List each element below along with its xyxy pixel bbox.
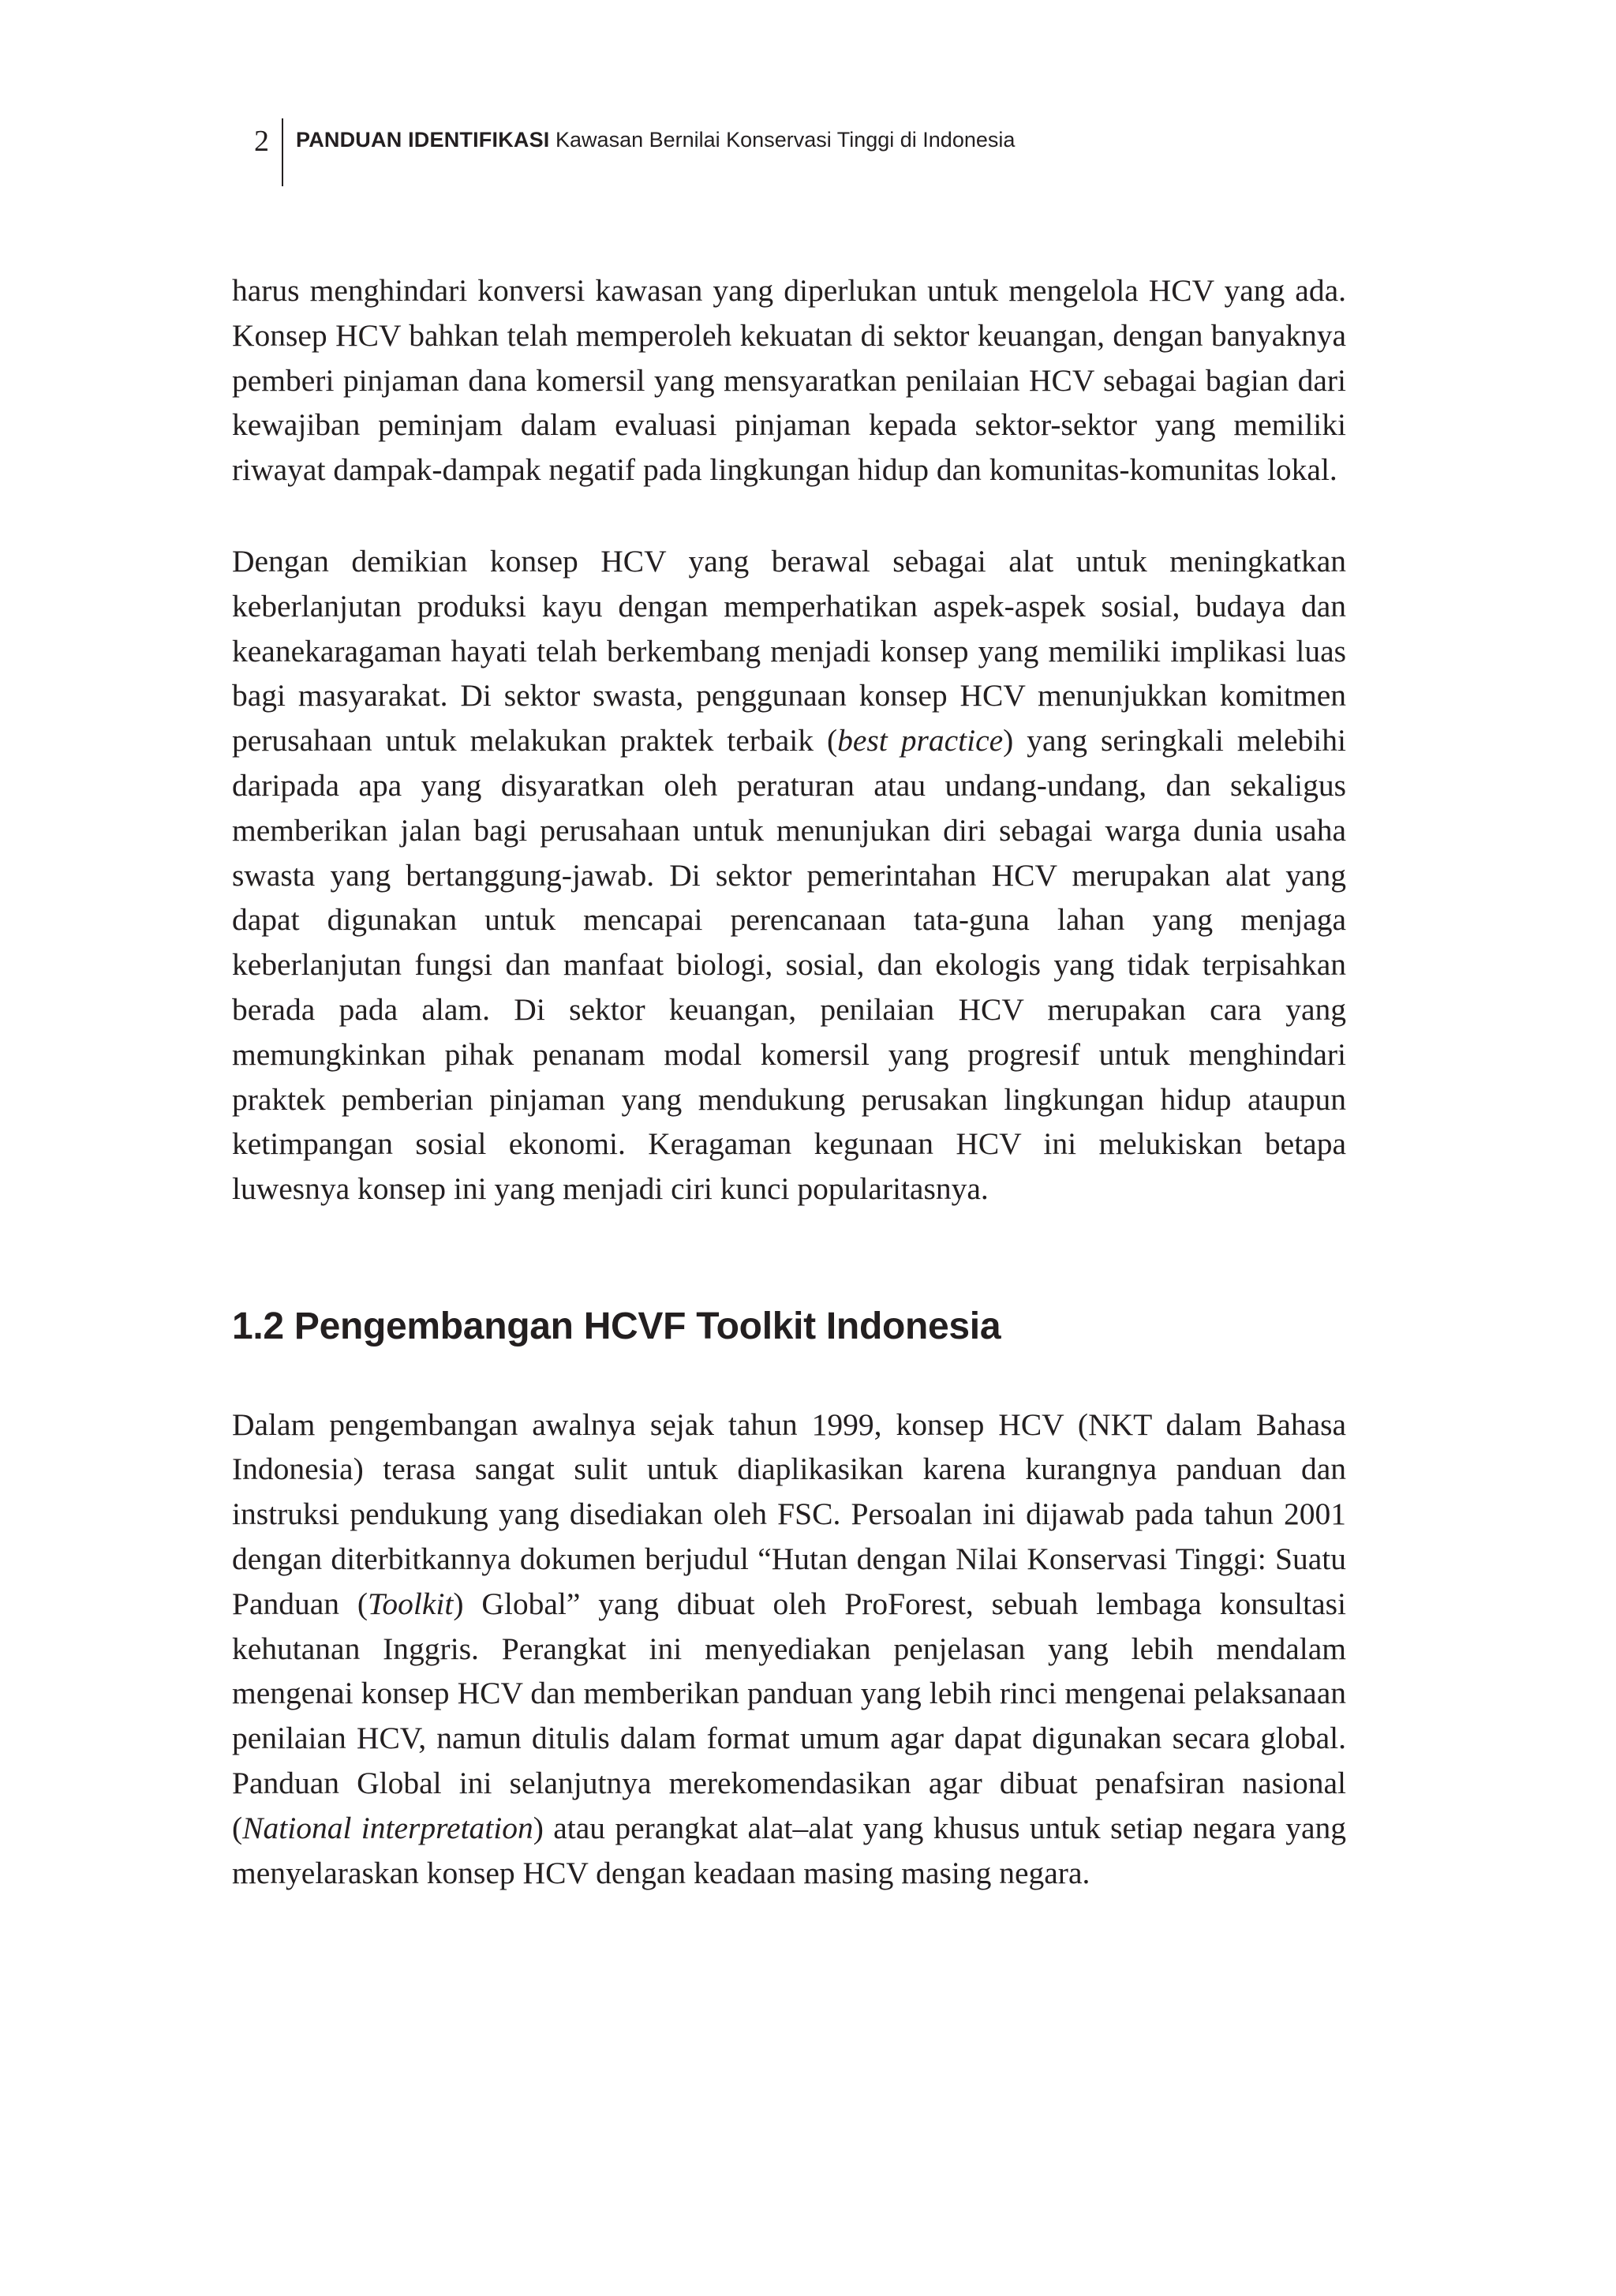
paragraph-text: Dengan demikian konsep HCV yang berawal sebagai alat untuk meningkatkan keberlanjutan produksi kayu dengan memperhatikan aspek-aspek sosial, budaya dan keanekaragaman hayati telah berkembang menjadi konsep yang memiliki implikasi luas bagi masyarakat. Di sektor swasta, penggunaan konsep HCV menunjukkan komitmen perusahaan untuk melakukan praktek terbaik ( — [232, 543, 1346, 758]
italic-term: Toolkit — [368, 1586, 454, 1621]
italic-term: National interpretation — [242, 1810, 533, 1845]
paragraph-hcv-implications — [232, 539, 1346, 1212]
running-title — [296, 129, 1015, 151]
header-divider — [282, 118, 283, 186]
italic-term: best practice — [837, 723, 1004, 758]
paragraph-toolkit-history — [232, 1403, 1346, 1896]
page-number: 2 — [254, 125, 269, 158]
running-title-bold: PANDUAN IDENTIFIKASI — [296, 128, 550, 152]
paragraph-text: Dalam pengembangan awalnya sejak tahun 1999, konsep HCV (NKT dalam Bahasa Indonesia) terasa sangat sulit untuk diaplikasikan karena kurangnya panduan dan instruksi pendukung yang disediakan oleh FSC. Persoalan ini dijawab pada tahun 2001 dengan diterbitkannya dokumen berjudul “Hutan dengan Nilai Konservasi Tinggi: Suatu Panduan ( — [232, 1406, 1346, 1621]
running-header — [254, 118, 1015, 189]
main-content — [232, 268, 1346, 1895]
running-title-rest: Kawasan Bernilai Konservasi Tinggi di Indonesia — [556, 128, 1016, 152]
paragraph-text: ) atau perangkat alat–alat yang khusus untuk setiap negara yang menyelaraskan konsep HCV dengan keadaan masing masing negara. — [232, 1810, 1347, 1890]
section-heading: 1.2 Pengembangan HCVF Toolkit Indonesia — [232, 1305, 1001, 1347]
paragraph-text: ) yang seringkali melebihi daripada apa yang disyaratkan oleh peraturan atau undang-undang, dan sekaligus memberikan jalan bagi perusahaan untuk menunjukan diri sebagai warga dunia usaha swasta yang bertanggung-jawab. Di sektor pemerintahan HCV merupakan alat yang dapat digunakan untuk mencapai perencanaan tata-guna lahan yang menjaga keberlanjutan fungsi dan manfaat biologi, sosial, dan ekologis yang tidak terpisahkan berada pada alam. Di sektor keuangan, penilaian HCV merupakan cara yang memungkinkan pihak penanam modal komersil yang progresif untuk menghindari praktek pemberian pinjaman yang mendukung perusakan lingkungan hidup ataupun ketimpangan sosial ekonomi. Keragaman kegunaan HCV ini melukiskan betapa luwesnya konsep ini yang menjadi ciri kunci popularitasnya. — [232, 723, 1346, 1207]
paragraph-hcv-finance: harus menghindari konversi kawasan yang diperlukan untuk mengelola HCV yang ada. Konsep HCV bahkan telah memperoleh kekuatan di sektor keuangan, dengan banyaknya pemberi pinjaman dana komersil yang mensyaratkan penilaian HCV sebagai bagian dari kewajiban peminjam dalam evaluasi pinjaman kepada sektor-sektor yang memiliki riwayat dampak-dampak negatif pada lingkungan hidup dan komunitas-komunitas lokal. — [232, 273, 1346, 488]
paragraph-text: ) Global” yang dibuat oleh ProForest, sebuah lembaga konsultasi kehutanan Inggris. Perangkat ini menyediakan penjelasan yang lebih mendalam mengenai konsep HCV dan memberikan panduan yang lebih rinci mengenai pelaksanaan penilaian HCV, namun ditulis dalam format umum agar dapat digunakan secara global. Panduan Global ini selanjutnya merekomendasikan agar dibuat penafsiran nasional ( — [232, 1586, 1347, 1845]
